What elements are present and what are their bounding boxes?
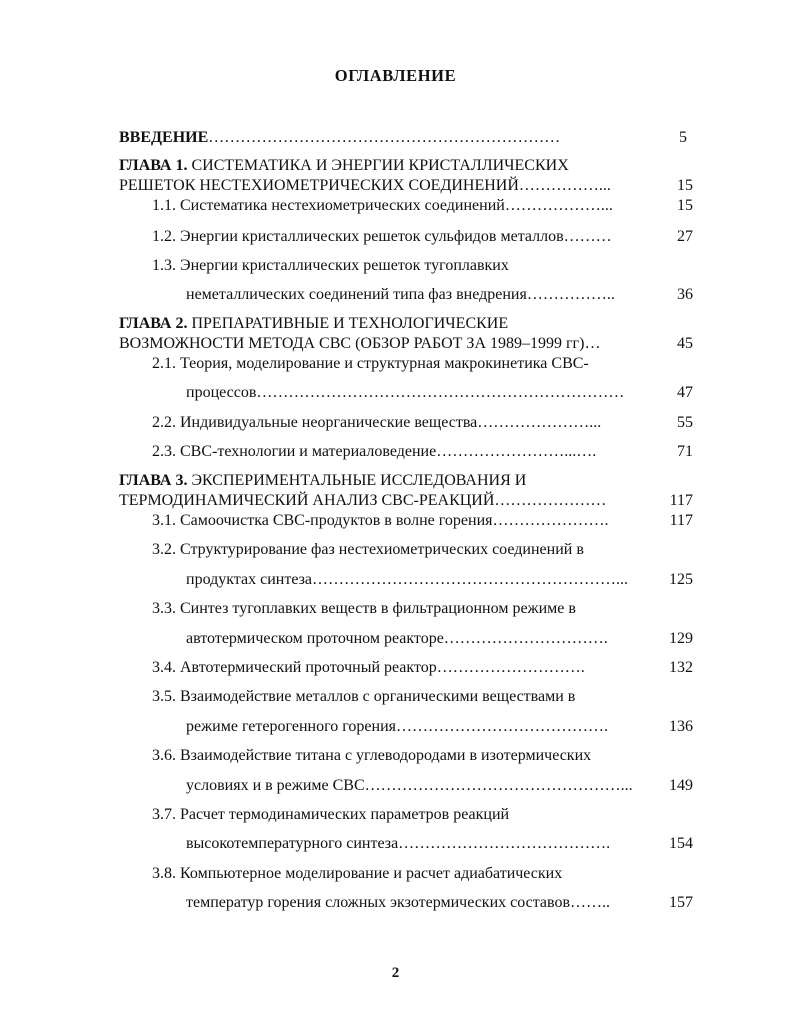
toc-ch2-line1 <box>119 314 508 334</box>
toc-s32-line1: 3.2. Структурирование фаз нестехиометрических соединений в <box>152 541 584 558</box>
toc-title: ОГЛАВЛЕНИЕ <box>334 66 457 85</box>
page-number: 2 <box>391 965 400 981</box>
toc-s13-page: 36 <box>677 286 693 303</box>
toc-ch3-line1 <box>119 471 526 491</box>
toc-entry-intro <box>119 128 560 148</box>
toc-s11: 1.1. Систематика нестехиометрических соединений………………... <box>152 197 613 214</box>
toc-s37-line2: высокотемпературного синтеза…………………………………. <box>186 835 611 852</box>
toc-s38-line2: температур горения сложных экзотермических составов…….. <box>186 894 611 911</box>
toc-s31: 3.1. Самоочистка СВС-продуктов в волне горения…………………. <box>152 512 609 529</box>
toc-s22-page: 55 <box>677 414 693 431</box>
toc-s38-line1: 3.8. Компьютерное моделирование и расчет адиабатических <box>152 865 563 882</box>
toc-ch2-page: 45 <box>677 335 693 352</box>
toc-ch2-label: ГЛАВА 2. <box>119 315 188 332</box>
toc-s36-line1: 3.6. Взаимодействие титана с углеводородами в изотермических <box>152 747 592 764</box>
toc-ch1-label: ГЛАВА 1. <box>119 157 188 174</box>
toc-intro-page: 5 <box>679 129 687 146</box>
toc-intro-label: ВВЕДЕНИЕ <box>119 129 209 146</box>
toc-s13-line2: неметаллических соединений типа фаз внедрения…………….. <box>186 286 615 303</box>
toc-s34-page: 132 <box>669 659 693 676</box>
toc-s34: 3.4. Автотермический проточный реактор………………………. <box>152 659 585 676</box>
toc-ch3-label: ГЛАВА 3. <box>119 472 188 489</box>
toc-s35-page: 136 <box>669 718 693 735</box>
toc-ch2-title: ПРЕПАРАТИВНЫЕ И ТЕХНОЛОГИЧЕСКИЕ <box>187 315 509 332</box>
toc-s11-page: 15 <box>677 197 693 214</box>
toc-s32-page: 125 <box>669 571 693 588</box>
toc-s35-line2: режиме гетерогенного горения…………………………………. <box>186 718 608 735</box>
toc-intro-dots: ………………………………………………………… <box>208 129 561 146</box>
toc-s21-line1: 2.1. Теория, моделирование и структурная макрокинетика СВС- <box>152 355 589 372</box>
toc-s12: 1.2. Энергии кристаллических решеток сульфидов металлов……… <box>152 228 612 245</box>
toc-s38-page: 157 <box>669 894 693 911</box>
toc-s35-line1: 3.5. Взаимодействие металлов с органическими веществами в <box>152 688 576 705</box>
toc-s37-line1: 3.7. Расчет термодинамических параметров реакций <box>152 806 510 823</box>
toc-ch1-page: 15 <box>677 177 693 194</box>
toc-s36-line2: условиях и в режиме СВС…………………………………………... <box>186 777 633 794</box>
toc-s37-page: 154 <box>669 835 693 852</box>
toc-s21-page: 47 <box>677 384 693 401</box>
toc-s33-line1: 3.3. Синтез тугоплавких веществ в фильтрационном режиме в <box>152 600 576 617</box>
toc-ch1-line2: РЕШЕТОК НЕСТЕХИОМЕТРИЧЕСКИХ СОЕДИНЕНИЙ……………... <box>119 177 611 194</box>
toc-s12-page: 27 <box>677 228 693 245</box>
toc-ch3-title: ЭКСПЕРИМЕНТАЛЬНЫЕ ИССЛЕДОВАНИЯ И <box>187 472 527 489</box>
toc-s32-line2: продуктах синтеза…………………………………………………... <box>186 571 629 588</box>
toc-s33-line2: автотермическом проточном реакторе…………………………. <box>186 630 608 647</box>
toc-s13-line1: 1.3. Энергии кристаллических решеток тугоплавких <box>152 257 509 274</box>
toc-s31-page: 117 <box>669 512 693 529</box>
toc-ch3-line2: ТЕРМОДИНАМИЧЕСКИЙ АНАЛИЗ СВС-РЕАКЦИЙ………………… <box>119 492 607 509</box>
toc-s22: 2.2. Индивидуальные неорганические вещества…………………... <box>152 414 602 431</box>
toc-s21-line2: процессов…………………………………………………………… <box>186 384 625 401</box>
toc-ch2-line2: ВОЗМОЖНОСТИ МЕТОДА СВС (ОБЗОР РАБОТ ЗА 1989–1999 гг)… <box>119 335 601 352</box>
toc-ch1-title: СИСТЕМАТИКА И ЭНЕРГИИ КРИСТАЛЛИЧЕСКИХ <box>187 157 569 174</box>
toc-ch3-page: 117 <box>669 492 693 509</box>
toc-s36-page: 149 <box>669 777 693 794</box>
toc-s23-page: 71 <box>677 443 693 460</box>
toc-ch1-line1 <box>119 156 569 176</box>
toc-s23: 2.3. СВС-технологии и материаловедение……………………...…. <box>152 443 597 460</box>
toc-s33-page: 129 <box>669 630 693 647</box>
